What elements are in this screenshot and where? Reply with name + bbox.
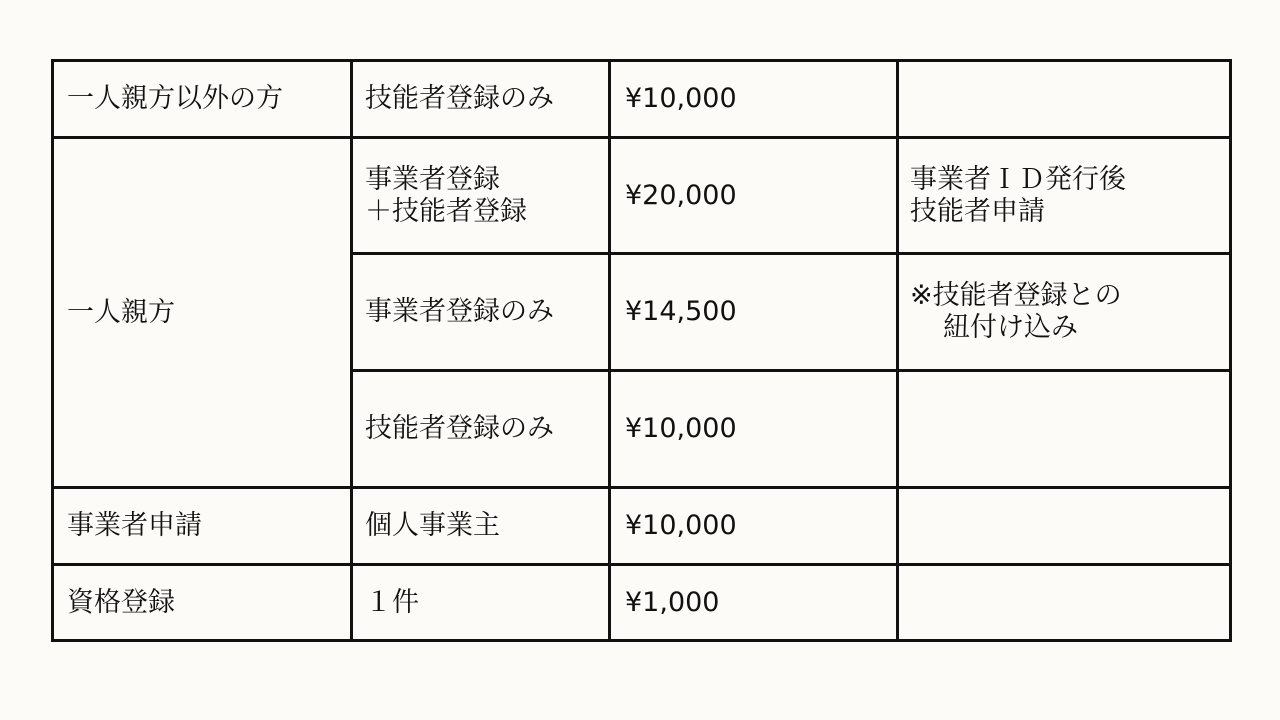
note-cell (898, 488, 1231, 565)
fee-table (51, 59, 1232, 642)
category-cell: 資格登録 (53, 565, 352, 641)
note-line: ※技能者登録との (910, 280, 1122, 312)
fee-cell: ¥20,000 (610, 138, 898, 254)
table-row (53, 565, 1231, 641)
fee-cell: ¥10,000 (610, 488, 898, 565)
fee-cell: ¥1,000 (610, 565, 898, 641)
note-cell (898, 371, 1231, 488)
registration-type-cell: １件 (352, 565, 610, 641)
fee-cell: ¥14,500 (610, 254, 898, 371)
table-row (53, 61, 1231, 138)
category-cell: 事業者申請 (53, 488, 352, 565)
note-cell (898, 138, 1231, 254)
fee-cell: ¥10,000 (610, 61, 898, 138)
category-cell: 一人親方以外の方 (53, 61, 352, 138)
note-cell (898, 565, 1231, 641)
registration-type-cell (352, 138, 610, 254)
note-line: 紐付け込み (943, 312, 1078, 343)
note-line: 技能者申請 (910, 195, 1045, 227)
registration-type-cell: 個人事業主 (352, 488, 610, 565)
note-cell (898, 61, 1231, 138)
registration-type-cell: 技能者登録のみ (352, 371, 610, 488)
category-cell: 一人親方 (53, 138, 352, 488)
fee-cell: ¥10,000 (610, 371, 898, 488)
table-row (53, 488, 1231, 565)
note-cell (898, 254, 1231, 371)
registration-type-cell: 技能者登録のみ (352, 61, 610, 138)
registration-type-line: 事業者登録 (365, 163, 500, 195)
note-line: 事業者ＩＤ発行後 (910, 163, 1126, 195)
registration-type-line: ＋技能者登録 (365, 195, 527, 227)
registration-type-cell: 事業者登録のみ (352, 254, 610, 371)
table-row (53, 138, 1231, 254)
